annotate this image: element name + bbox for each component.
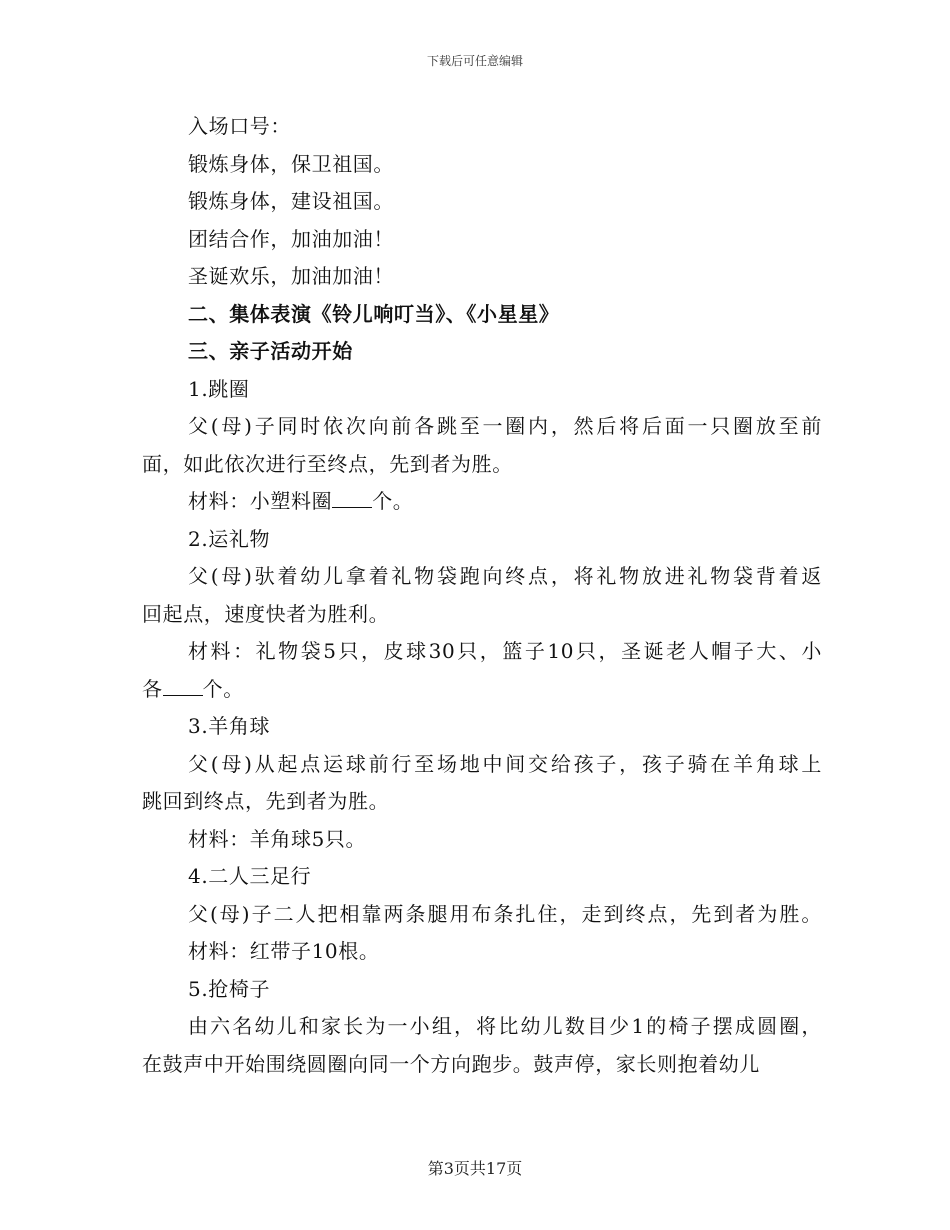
slogan-line-3: 团结合作，加油加油！ [188,226,394,251]
activity-5-title: 5.抢椅子 [188,976,271,1001]
activity-3-desc-line-2: 跳回到终点，先到者为胜。 [142,789,390,813]
activity-2-material-text: 各 [142,676,163,701]
activity-1-material-unit: 个。 [372,489,414,513]
activity-3-material: 材料：羊角球5只。 [188,826,367,851]
slogan-line-4: 圣诞欢乐，加油加油！ [188,264,394,288]
document-body [142,108,822,1083]
activity-2-material-line-2 [142,671,822,709]
activity-5-desc-line-2: 在鼓声中开始围绕圆圈向同一个方向跑步。鼓声停，家长则抱着幼儿 [142,1051,760,1076]
slogan-line-1: 锻炼身体，保卫祖国。 [188,151,394,176]
activity-1-title: 1.跳圈 [188,376,250,401]
activity-1-desc-line-2: 面，如此依次进行至终点，先到者为胜。 [142,451,513,476]
activity-1-material [142,483,822,521]
activity-1-material-text: 材料：小塑料圈 [188,489,333,513]
activity-2-desc-line-2: 回起点，速度快者为胜利。 [142,601,390,626]
section-heading-3: 三、亲子活动开始 [188,339,353,363]
slogan-line-2: 锻炼身体，建设祖国。 [188,189,394,213]
activity-2-desc-line-1: 父(母)驮着幼儿拿着礼物袋跑向终点，将礼物放进礼物袋背着返 [188,564,822,588]
activity-1-desc-line-1: 父(母)子同时依次向前各跳至一圈内，然后将后面一只圈放至前 [188,414,822,438]
activity-2-material-line-1: 材料：礼物袋5只，皮球30只，篮子10只，圣诞老人帽子大、小 [188,639,822,663]
activity-3-title: 3.羊角球 [188,714,271,738]
page-header: 下载后可任意编辑 [426,54,523,68]
activity-2-title: 2.运礼物 [188,526,271,551]
activity-4-desc-line-1: 父(母)子二人把相靠两条腿用布条扎住，走到终点，先到者为胜。 [188,901,822,926]
section-heading-2: 二、集体表演《铃儿响叮当》、《小星星》 [188,301,560,326]
activity-3-desc-line-1: 父(母)从起点运球前行至场地中间交给孩子，孩子骑在羊角球上 [188,751,822,776]
fill-in-blank [163,677,203,696]
fill-in-blank [332,489,372,508]
page-footer: 第3页共17页 [427,1159,523,1178]
activity-5-desc-line-1: 由六名幼儿和家长为一小组，将比幼儿数目少1的椅子摆成圆圈， [188,1014,822,1038]
activity-2-material-unit: 个。 [202,676,244,701]
slogan-title: 入场口号： [188,114,291,138]
activity-4-title: 4.二人三足行 [188,864,312,888]
activity-4-material: 材料：红带子10根。 [188,939,380,963]
